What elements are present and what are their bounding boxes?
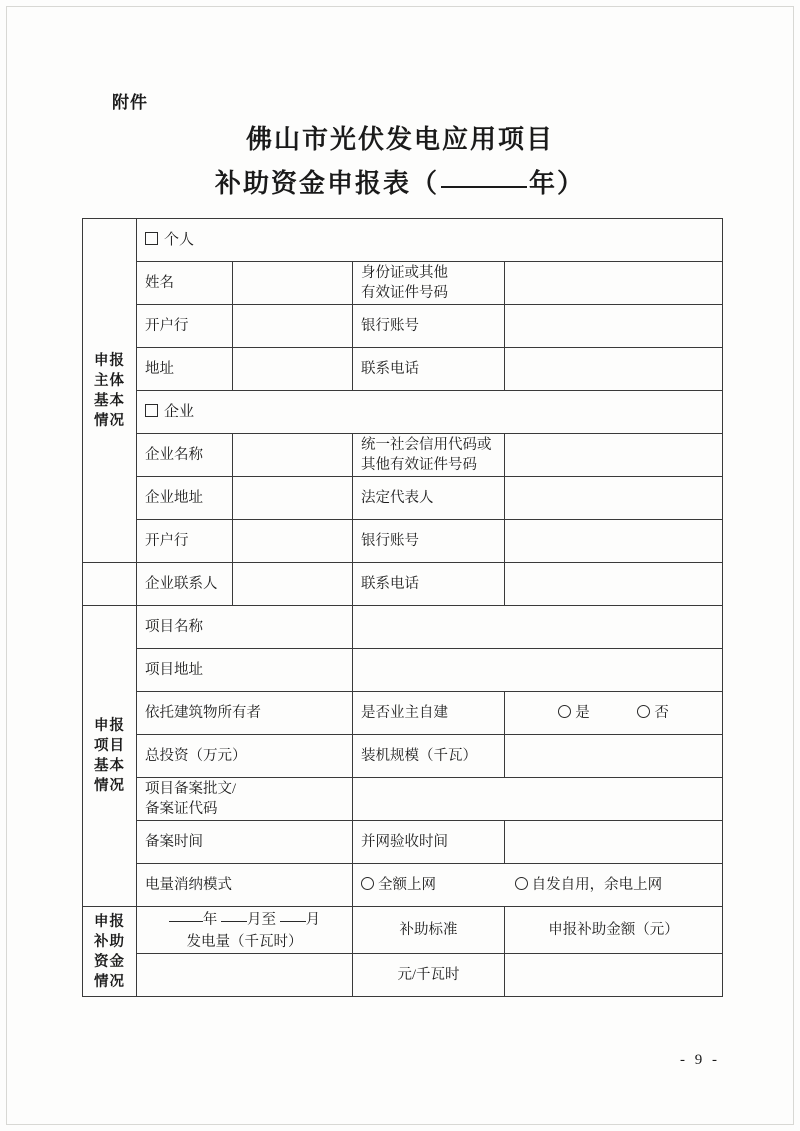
record-doc-field[interactable] — [353, 778, 723, 821]
consumption-label: 电量消纳模式 — [137, 864, 353, 907]
title-line-1: 佛山市光伏发电应用项目 — [245, 125, 554, 154]
subsidy-period-line2: 发电量（千瓦时） — [186, 934, 303, 950]
period-year-label: 年 — [202, 912, 218, 928]
period-month1-label: 月至 — [247, 912, 276, 928]
project-address-label: 项目地址 — [137, 649, 353, 692]
table-row — [83, 821, 723, 864]
table-row — [83, 778, 723, 821]
page-title — [0, 118, 800, 206]
individual-heading-cell — [137, 219, 723, 262]
enterprise-bank-field[interactable] — [233, 520, 353, 563]
individual-phone-field[interactable] — [505, 348, 723, 391]
table-row — [83, 907, 723, 954]
table-row — [83, 954, 723, 997]
table-row — [83, 520, 723, 563]
enterprise-legal-field[interactable] — [505, 477, 723, 520]
table-row — [83, 262, 723, 305]
grid-check-label: 并网验收时间 — [353, 821, 505, 864]
table-row — [83, 735, 723, 778]
period-year-blank[interactable] — [169, 907, 203, 922]
project-name-label: 项目名称 — [137, 606, 353, 649]
table-row — [83, 348, 723, 391]
investment-label: 总投资（万元） — [137, 735, 353, 778]
self-built-no-label: 否 — [654, 705, 669, 721]
individual-heading-label: 个人 — [164, 232, 195, 248]
individual-bank-field[interactable] — [233, 305, 353, 348]
section-label-project: 申报项目基本情况 — [83, 606, 137, 907]
individual-id-field[interactable] — [505, 262, 723, 305]
period-month2-label: 月 — [305, 912, 321, 928]
consumption-option-self[interactable] — [515, 875, 663, 895]
self-built-option-no[interactable] — [637, 703, 669, 723]
record-doc-label-line2: 备案证代码 — [145, 801, 218, 817]
enterprise-phone-field[interactable] — [505, 563, 723, 606]
subsidy-period-header — [137, 907, 353, 954]
self-built-options — [505, 692, 723, 735]
self-built-yes-label: 是 — [575, 705, 590, 721]
attachment-label: 附件 — [112, 93, 148, 112]
individual-name-label: 姓名 — [137, 262, 233, 305]
grid-check-field[interactable] — [505, 821, 723, 864]
consumption-options — [353, 864, 723, 907]
title-line-2 — [0, 162, 800, 206]
record-time-label: 备案时间 — [137, 821, 353, 864]
individual-bank-label: 开户行 — [137, 305, 233, 348]
enterprise-legal-label: 法定代表人 — [353, 477, 505, 520]
individual-address-label: 地址 — [137, 348, 233, 391]
checkbox-icon-individual[interactable] — [145, 232, 158, 245]
application-form-table — [82, 218, 723, 997]
self-built-label: 是否业主自建 — [353, 692, 505, 735]
individual-address-field[interactable] — [233, 348, 353, 391]
enterprise-phone-label: 联系电话 — [353, 563, 505, 606]
enterprise-credit-field[interactable] — [505, 434, 723, 477]
subsidy-period-line1 — [145, 907, 344, 931]
title-line-2-after: 年） — [529, 169, 586, 198]
subsidy-generation-field[interactable] — [137, 954, 353, 997]
table-row — [83, 563, 723, 606]
consumption-option1-label: 全额上网 — [378, 877, 436, 893]
enterprise-heading-cell — [137, 391, 723, 434]
period-month2-blank[interactable] — [280, 907, 306, 922]
individual-id-label-line2: 有效证件号码 — [361, 285, 448, 301]
individual-account-field[interactable] — [505, 305, 723, 348]
consumption-option-full[interactable] — [361, 875, 511, 895]
radio-icon-full-grid[interactable] — [361, 877, 374, 890]
self-built-option-yes[interactable] — [558, 703, 590, 723]
individual-id-label-line1: 身份证或其他 — [361, 265, 448, 281]
enterprise-name-field[interactable] — [233, 434, 353, 477]
subsidy-amount-field[interactable] — [505, 954, 723, 997]
table-row — [83, 391, 723, 434]
table-row — [83, 219, 723, 262]
table-row — [83, 305, 723, 348]
building-owner-label: 依托建筑物所有者 — [137, 692, 353, 735]
individual-account-label: 银行账号 — [353, 305, 505, 348]
enterprise-bank-label: 开户行 — [137, 520, 233, 563]
enterprise-heading-label: 企业 — [164, 404, 195, 420]
enterprise-credit-label-line2: 其他有效证件号码 — [361, 457, 477, 473]
capacity-field[interactable] — [505, 735, 723, 778]
checkbox-icon-enterprise[interactable] — [145, 404, 158, 417]
enterprise-credit-label-line1: 统一社会信用代码或 — [361, 437, 492, 453]
enterprise-account-label: 银行账号 — [353, 520, 505, 563]
section-label-applicant-continued — [83, 563, 137, 606]
enterprise-credit-label — [353, 434, 505, 477]
radio-icon-no[interactable] — [637, 705, 650, 718]
section-label-applicant: 申报主体基本情况 — [83, 219, 137, 563]
table-row — [83, 606, 723, 649]
enterprise-address-label: 企业地址 — [137, 477, 233, 520]
title-line-2-before: 补助资金申报表（ — [214, 169, 439, 198]
radio-icon-yes[interactable] — [558, 705, 571, 718]
individual-name-field[interactable] — [233, 262, 353, 305]
project-name-field[interactable] — [353, 606, 723, 649]
consumption-option2-label: 自发自用，余电上网 — [531, 877, 663, 893]
table-row — [83, 477, 723, 520]
subsidy-standard-header: 补助标准 — [353, 907, 505, 954]
capacity-label: 装机规模（千瓦） — [353, 735, 505, 778]
subsidy-amount-header: 申报补助金额（元） — [505, 907, 723, 954]
enterprise-name-label: 企业名称 — [137, 434, 233, 477]
period-month1-blank[interactable] — [221, 907, 247, 922]
section-label-subsidy: 申报补助资金情况 — [83, 907, 137, 997]
enterprise-contact-field[interactable] — [233, 563, 353, 606]
table-row — [83, 649, 723, 692]
subsidy-standard-unit: 元/千瓦时 — [353, 954, 505, 997]
page-number: - 9 - — [680, 1052, 720, 1068]
table-row — [83, 692, 723, 735]
enterprise-contact-label: 企业联系人 — [137, 563, 233, 606]
year-blank[interactable] — [441, 168, 527, 188]
table-row — [83, 434, 723, 477]
record-doc-label — [137, 778, 353, 821]
radio-icon-self-use[interactable] — [515, 877, 528, 890]
enterprise-address-field[interactable] — [233, 477, 353, 520]
individual-phone-label: 联系电话 — [353, 348, 505, 391]
project-address-field[interactable] — [353, 649, 723, 692]
individual-id-label — [353, 262, 505, 305]
record-doc-label-line1: 项目备案批文/ — [145, 781, 237, 797]
table-row — [83, 864, 723, 907]
enterprise-account-field[interactable] — [505, 520, 723, 563]
